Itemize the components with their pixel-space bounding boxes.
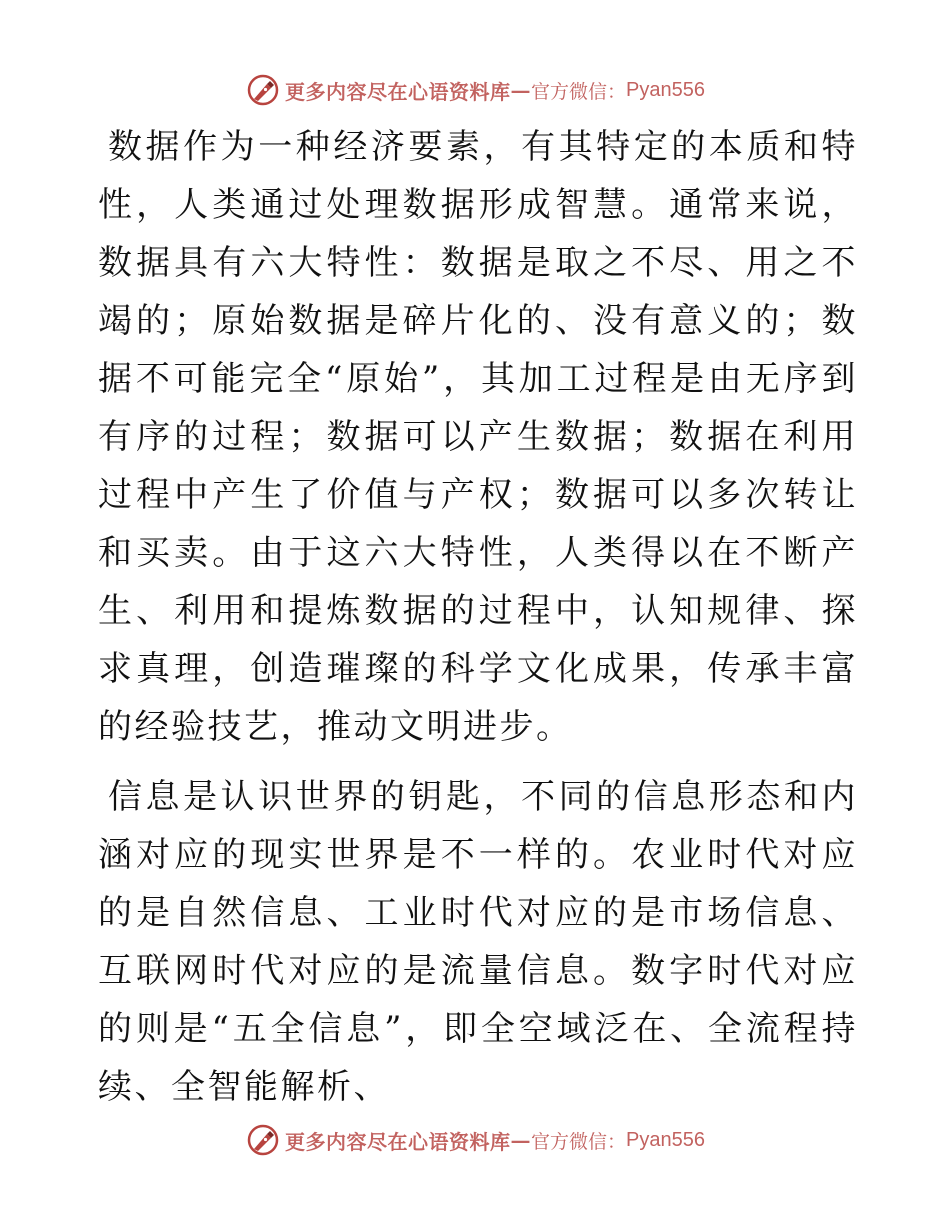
wechat-id: Pyan556 — [626, 78, 705, 101]
pen-nib-icon — [245, 1122, 281, 1158]
wechat-id: Pyan556 — [626, 1128, 705, 1151]
footer-banner — [0, 1120, 950, 1160]
promo-text: 更多内容尽在心语资料库 — [285, 1129, 511, 1154]
promo-dash: — — [510, 1128, 531, 1152]
paragraph-2: 信息是认识世界的钥匙，不同的信息形态和内涵对应的现实世界是不一样的。农业时代对应的是自然信息、工业时代对应的是市场信息、互联网时代对应的是流量信息。数字时代对应的则是“五全信息”，即全空域泛在、全流程持续、全智能解析、 — [98, 777, 858, 1107]
header-banner — [0, 70, 950, 110]
wechat-label: 官方微信： — [531, 1130, 627, 1153]
promo-text: 更多内容尽在心语资料库 — [285, 79, 511, 104]
promo-dash: — — [510, 78, 531, 102]
pen-nib-icon — [245, 72, 281, 108]
paragraph-1: 数据作为一种经济要素，有其特定的本质和特性，人类通过处理数据形成智慧。通常来说，数据具有六大特性：数据是取之不尽、用之不竭的；原始数据是碎片化的、没有意义的；数据不可能完全“原始”，其加工过程是由无序到有序的过程；数据可以产生数据；数据在利用过程中产生了价值与产权；数据可以多次转让和买卖。由于这六大特性，人类得以在不断产生、利用和提炼数据的过程中，认知规律、探求真理，创造璀璨的科学文化成果，传承丰富的经验技艺，推动文明进步。 — [98, 127, 858, 747]
document-body — [98, 118, 858, 1116]
wechat-label: 官方微信： — [531, 80, 627, 103]
